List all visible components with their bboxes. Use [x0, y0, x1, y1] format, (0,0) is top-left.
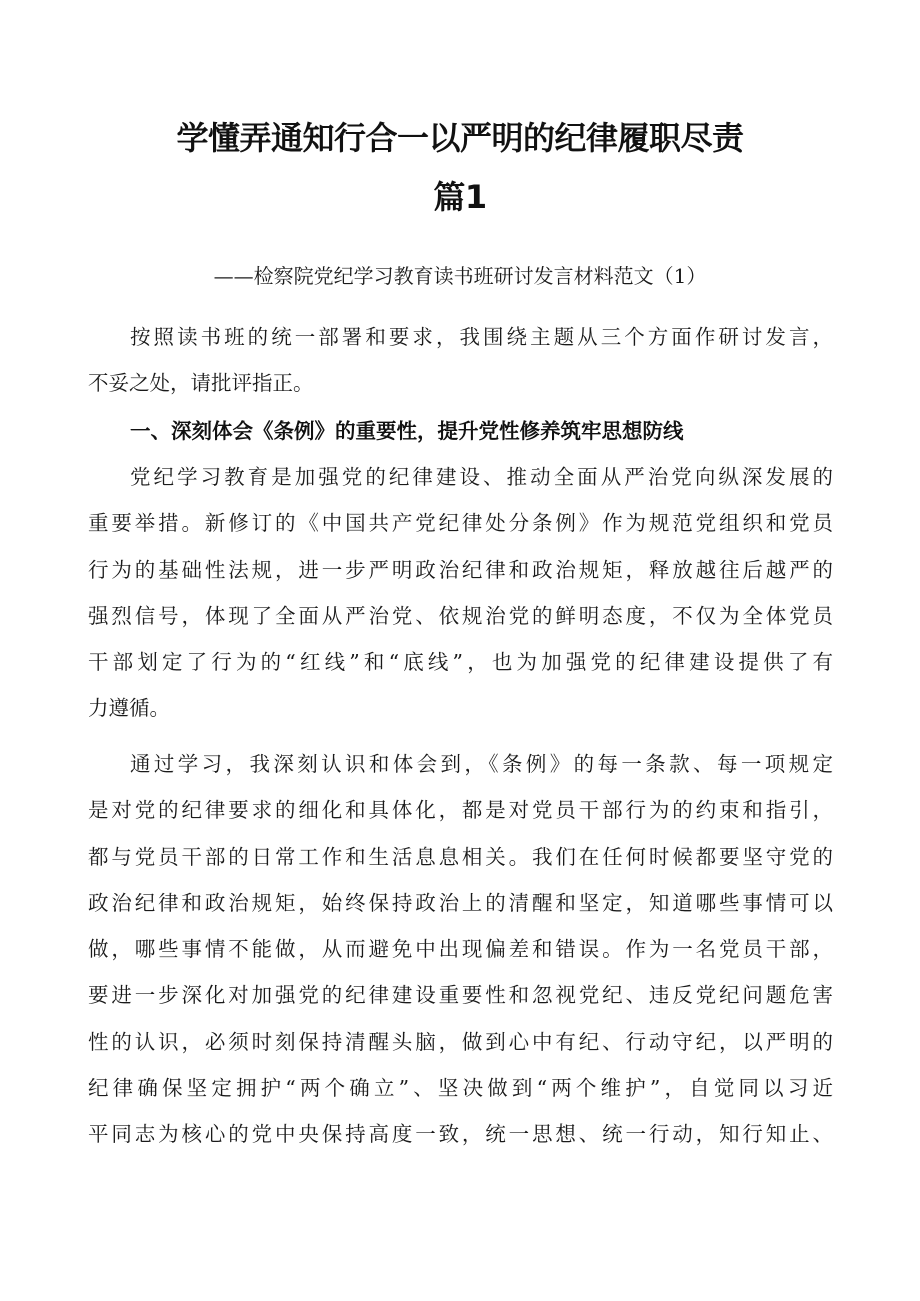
paragraph-line: 党纪学习教育是加强党的纪律建设、推动全面从严治党向纵深发展的 [130, 465, 833, 489]
paragraph-line: 要进一步深化对加强党的纪律建设重要性和忽视党纪、违反党纪问题危害 [88, 983, 833, 1008]
document-subtitle: ——检察院党纪学习教育读书班研讨发言材料范文（1） [213, 264, 707, 288]
paragraph-line: 做，哪些事情不能做，从而避免中出现偏差和错误。作为一名党员干部， [88, 937, 833, 962]
paragraph-line: 行为的基础性法规，进一步严明政治纪律和政治规矩，释放越往后越严的 [88, 557, 833, 582]
paragraph-line: 通过学习，我深刻认识和体会到，《条例》的每一条款、每一项规定 [130, 752, 833, 776]
paragraph-line: 重要举措。新修订的《中国共产党纪律处分条例》作为规范党组织和党员 [88, 511, 833, 536]
paragraph-line: 不妥之处，请批评指正。 [88, 371, 314, 396]
paragraph-line: 纪律确保坚定拥护“两个确立”、坚决做到“两个维护”，自觉同以习近 [88, 1076, 833, 1101]
section-heading-1: 一、深刻体会《条例》的重要性，提升党性修养筑牢思想防线 [130, 419, 684, 443]
document-title-line2: 篇1 [433, 178, 487, 216]
paragraph-intro [88, 314, 833, 407]
paragraph-line: 是对党的纪律要求的细化和具体化，都是对党员干部行为的约束和指引， [88, 798, 833, 823]
paragraph-line: 政治纪律和政治规矩，始终保持政治上的清醒和坚定，知道哪些事情可以 [88, 890, 833, 915]
document-title-line1: 学懂弄通知行合一以严明的纪律履职尽责 [176, 119, 744, 157]
paragraph-line: 平同志为核心的党中央保持高度一致，统一思想、统一行动，知行知止、 [88, 1122, 833, 1147]
paragraph-line: 按照读书班的统一部署和要求，我围绕主题从三个方面作研讨发言， [130, 325, 833, 349]
paragraph-line: 性的认识，必须时刻保持清醒头脑，做到心中有纪、行动守纪，以严明的 [88, 1029, 833, 1054]
paragraph-line: 强烈信号，体现了全面从严治党、依规治党的鲜明态度，不仅为全体党员 [88, 603, 833, 628]
paragraph-section1-a [88, 454, 833, 732]
paragraph-line: 干部划定了行为的“红线”和“底线”，也为加强党的纪律建设提供了有 [88, 650, 833, 675]
paragraph-line: 都与党员干部的日常工作和生活息息相关。我们在任何时候都要坚守党的 [88, 844, 833, 869]
paragraph-line: 力遵循。 [88, 696, 170, 721]
paragraph-section1-b [88, 741, 833, 1158]
